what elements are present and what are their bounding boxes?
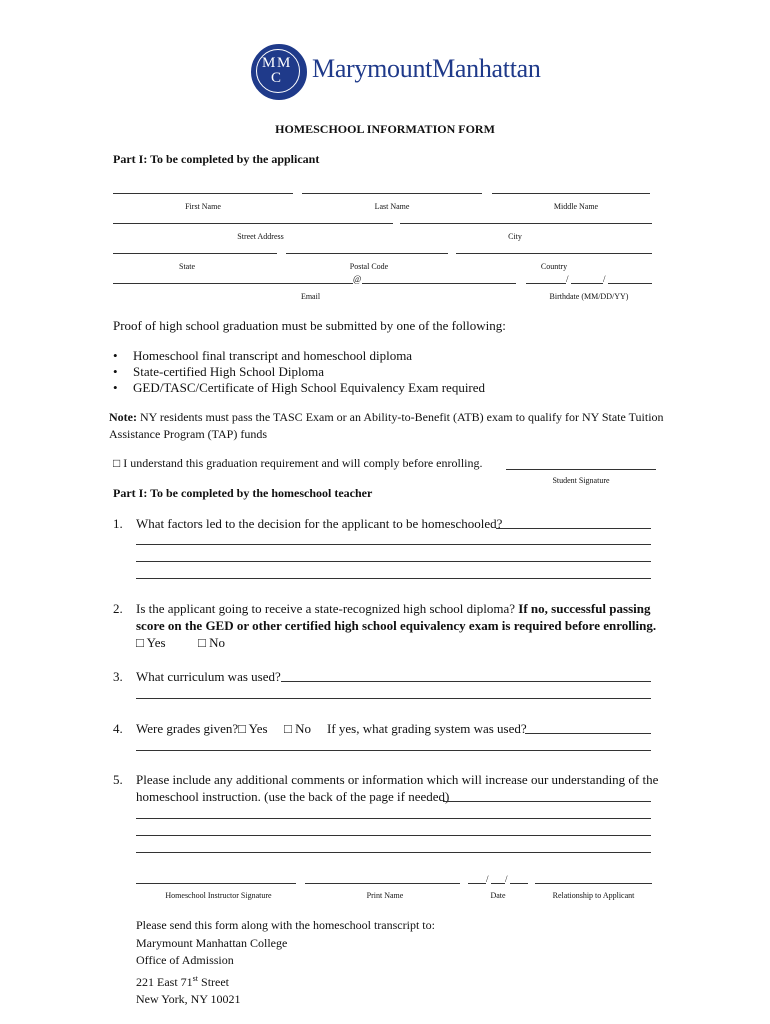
middle-name-label: Middle Name bbox=[553, 202, 599, 211]
question-4-yes-option[interactable] bbox=[238, 721, 268, 737]
first-name-field[interactable] bbox=[113, 193, 293, 194]
part2-heading: Part I: To be completed by the homeschool teacher bbox=[113, 486, 373, 500]
bullet-icon: • bbox=[113, 348, 118, 363]
student-signature-field[interactable] bbox=[506, 469, 656, 470]
proof-option-2 bbox=[113, 364, 324, 380]
question-2-yes-checkbox[interactable]: □ bbox=[136, 635, 144, 650]
question-2-text: Is the applicant going to receive a state-recognized high school diploma? bbox=[136, 601, 516, 616]
question-3-number: 3. bbox=[113, 669, 123, 684]
question-2-yes-option[interactable] bbox=[136, 635, 166, 651]
question-5-answer-line-1[interactable] bbox=[443, 801, 651, 802]
last-name-label: Last Name bbox=[374, 202, 410, 211]
question-2-no-label: No bbox=[209, 635, 225, 650]
question-4-no-option[interactable] bbox=[284, 721, 311, 737]
state-label: State bbox=[179, 262, 195, 271]
proof-option-3-text: GED/TASC/Certificate of High School Equivalency Exam required bbox=[133, 380, 486, 395]
relationship-label: Relationship to Applicant bbox=[552, 891, 635, 900]
mailing-office: Office of Admission bbox=[136, 953, 234, 967]
mailing-city-state-zip: New York, NY 10021 bbox=[136, 992, 241, 1006]
question-2-bold-text-1: If no, successful passing bbox=[518, 601, 651, 616]
logo-monogram-c: C bbox=[271, 70, 282, 86]
note-text: NY residents must pass the TASC Exam or an Ability-to-Benefit (ATB) exam to qualify for NY State Tuition Assistance Program (TAP) funds bbox=[109, 410, 664, 441]
question-3-text: What curriculum was used? bbox=[136, 669, 281, 684]
understand-statement bbox=[113, 456, 482, 471]
date-year-field[interactable] bbox=[510, 883, 528, 884]
understand-text: I understand this graduation requirement and will comply before enrolling. bbox=[123, 456, 483, 470]
state-field[interactable] bbox=[113, 253, 277, 254]
country-label: Country bbox=[540, 262, 568, 271]
question-1-answer-line-3[interactable] bbox=[136, 561, 651, 562]
wordmark-part1: Marymount bbox=[312, 54, 433, 83]
question-4-yes-label: Yes bbox=[248, 721, 268, 736]
date-month-field[interactable] bbox=[468, 883, 486, 884]
postal-code-field[interactable] bbox=[286, 253, 448, 254]
question-2-bold-text-2: score on the GED or other certified high school equivalency exam is required before enrolling. bbox=[136, 618, 657, 633]
question-5-answer-line-2[interactable] bbox=[136, 818, 651, 819]
question-4-text: Were grades given? bbox=[136, 721, 239, 736]
postal-code-label: Postal Code bbox=[349, 262, 389, 271]
question-4-number: 4. bbox=[113, 721, 123, 736]
mailing-street bbox=[136, 970, 435, 992]
mailing-college-name: Marymount Manhattan College bbox=[136, 935, 288, 950]
question-5-number: 5. bbox=[113, 772, 123, 787]
relationship-field[interactable] bbox=[535, 883, 652, 884]
proof-option-1 bbox=[113, 348, 413, 364]
question-4-followup: If yes, what grading system was used? bbox=[327, 721, 527, 736]
country-field[interactable] bbox=[456, 253, 652, 254]
proof-option-3 bbox=[113, 380, 486, 396]
email-label: Email bbox=[300, 292, 321, 301]
proof-option-2-text: State-certified High School Diploma bbox=[133, 364, 324, 379]
bullet-icon: • bbox=[113, 364, 118, 379]
question-1-answer-line-4[interactable] bbox=[136, 578, 651, 579]
wordmark-part2: Manhattan bbox=[432, 54, 541, 83]
question-3-answer-line-2[interactable] bbox=[136, 698, 651, 699]
last-name-field[interactable] bbox=[302, 193, 482, 194]
question-5-answer-line-3[interactable] bbox=[136, 835, 651, 836]
birthdate-label: Birthdate (MM/DD/YY) bbox=[549, 292, 629, 301]
question-4-answer-line-1[interactable] bbox=[525, 733, 651, 734]
question-3-answer-line-1[interactable] bbox=[281, 681, 651, 682]
question-1-answer-line-2[interactable] bbox=[136, 544, 651, 545]
mailing-street-number: 221 East 71 bbox=[136, 974, 193, 989]
middle-name-field[interactable] bbox=[492, 193, 650, 194]
question-4-no-checkbox[interactable]: □ bbox=[284, 721, 292, 736]
mailing-address-block bbox=[136, 917, 435, 1009]
birthdate-sep-1: / bbox=[566, 274, 569, 284]
question-5-text-line-2: homeschool instruction. (use the back of the page if needed) bbox=[136, 789, 450, 804]
question-2-text-line-1 bbox=[136, 601, 650, 617]
note-paragraph bbox=[109, 409, 665, 443]
date-sep-1: / bbox=[486, 874, 489, 884]
email-domain-field[interactable] bbox=[362, 283, 516, 284]
mailing-intro: Please send this form along with the homeschool transcript to: bbox=[136, 918, 435, 932]
street-address-label: Street Address bbox=[237, 232, 284, 241]
first-name-label: First Name bbox=[185, 202, 221, 211]
question-2-no-checkbox[interactable]: □ bbox=[198, 635, 206, 650]
logo-monogram-m2: M bbox=[277, 55, 291, 71]
city-field[interactable] bbox=[400, 223, 652, 224]
question-4-answer-line-2[interactable] bbox=[136, 750, 651, 751]
date-sep-2: / bbox=[505, 874, 508, 884]
part1-heading: Part I: To be completed by the applicant bbox=[113, 152, 320, 166]
question-1-text: What factors led to the decision for the applicant to be homeschooled? bbox=[136, 516, 503, 531]
email-user-field[interactable] bbox=[113, 283, 353, 284]
mailing-street-name: Street bbox=[198, 974, 230, 989]
form-title: HOMESCHOOL INFORMATION FORM bbox=[275, 122, 495, 136]
question-5-text-line-1: Please include any additional comments or information which will increase our understanding of the bbox=[136, 772, 659, 787]
question-2-number: 2. bbox=[113, 601, 123, 616]
student-signature-label: Student Signature bbox=[552, 476, 610, 485]
college-wordmark bbox=[312, 54, 541, 84]
bullet-icon: • bbox=[113, 380, 118, 395]
birthdate-day-field[interactable] bbox=[571, 283, 603, 284]
question-4-yes-checkbox[interactable]: □ bbox=[238, 721, 246, 736]
question-4-no-label: No bbox=[295, 721, 311, 736]
question-2-no-option[interactable] bbox=[198, 635, 225, 651]
birthdate-sep-2: / bbox=[603, 274, 606, 284]
question-1-number: 1. bbox=[113, 516, 123, 531]
city-label: City bbox=[508, 232, 522, 241]
question-1-answer-line-1[interactable] bbox=[496, 528, 651, 529]
mailing-street-suffix: st bbox=[192, 973, 199, 983]
question-2-yes-label: Yes bbox=[146, 635, 166, 650]
proof-statement: Proof of high school graduation must be submitted by one of the following: bbox=[113, 318, 506, 333]
understand-checkbox[interactable]: □ bbox=[113, 456, 121, 470]
instructor-signature-label: Homeschool Instructor Signature bbox=[165, 891, 272, 900]
instructor-signature-field[interactable] bbox=[136, 883, 296, 884]
logo-monogram-m1: M bbox=[262, 55, 276, 71]
street-address-field[interactable] bbox=[113, 223, 393, 224]
birthdate-year-field[interactable] bbox=[608, 283, 652, 284]
date-label: Date bbox=[490, 891, 506, 900]
proof-option-1-text: Homeschool final transcript and homeschool diploma bbox=[133, 348, 413, 363]
note-label: Note: bbox=[109, 410, 137, 424]
birthdate-month-field[interactable] bbox=[526, 283, 566, 284]
print-name-field[interactable] bbox=[305, 883, 460, 884]
print-name-label: Print Name bbox=[366, 891, 404, 900]
date-day-field[interactable] bbox=[491, 883, 505, 884]
college-logo-seal bbox=[251, 44, 307, 100]
question-5-answer-line-4[interactable] bbox=[136, 852, 651, 853]
email-at-symbol: @ bbox=[353, 274, 362, 284]
